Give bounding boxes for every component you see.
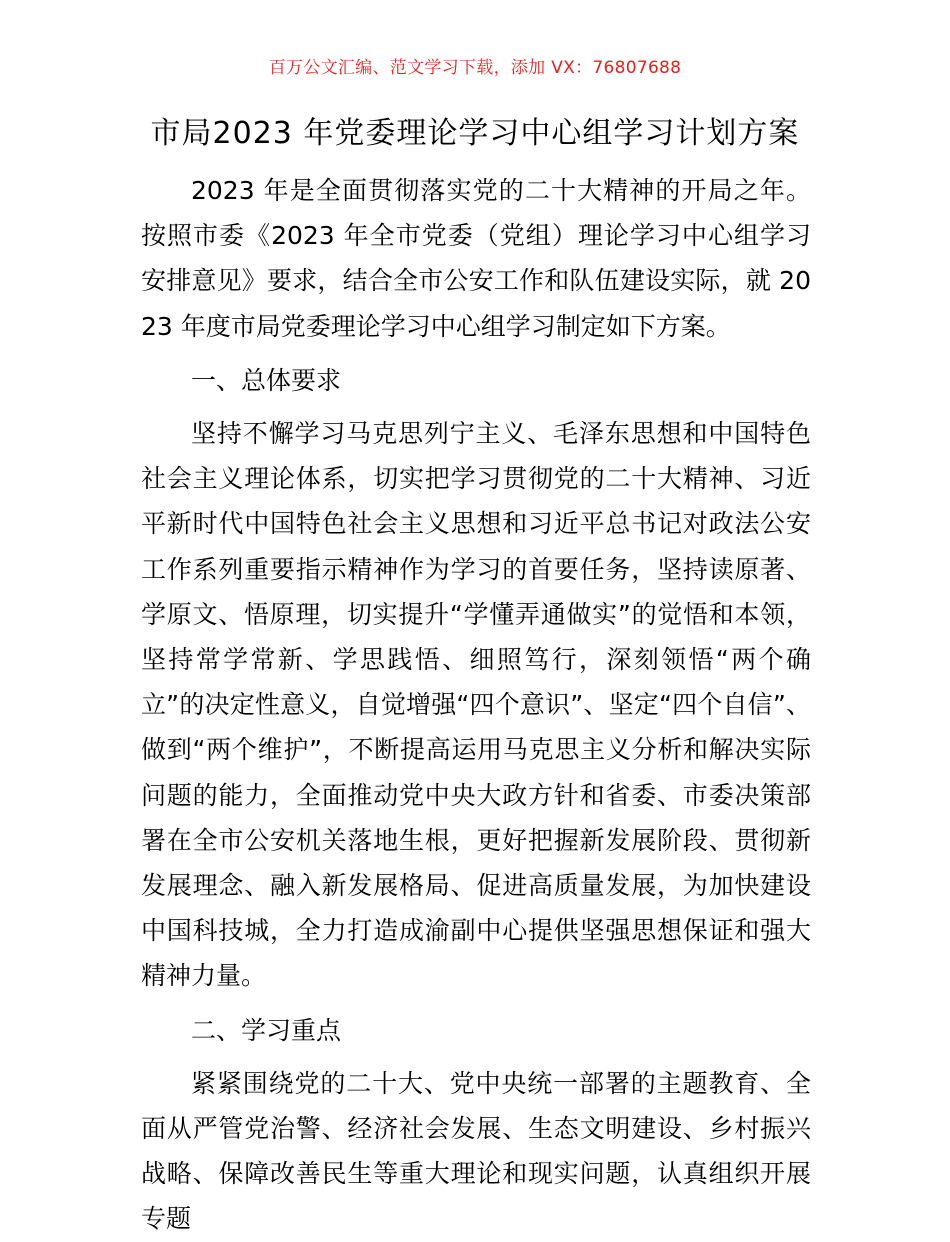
study-focus-paragraph: 紧紧围绕党的二十大、党中央统一部署的主题教育、全面从严管党治警、经济社会发展、生态文明建设、乡村振兴战略、保障改善民生等重大理论和现实问题，认真组织开展专题	[141, 1068, 811, 1234]
page-title: 市局2023 年党委理论学习中心组学习计划方案	[150, 116, 800, 151]
intro-paragraph: 2023 年是全面贯彻落实党的二十大精神的开局之年。按照市委《2023 年全市党委（党组）理论学习中心组学习安排意见》要求，结合全市公安工作和队伍建设实际，就 2023 年度市局党委理论学习中心组学习制定如下方案。	[141, 176, 811, 341]
general-requirements-paragraph: 坚持不懈学习马克思列宁主义、毛泽东思想和中国特色社会主义理论体系，切实把学习贯彻党的二十大精神、习近平新时代中国特色社会主义思想和习近平总书记对政法公安工作系列重要指示精神作为学习的首要任务，坚持读原著、学原文、悟原理，切实提升“学懂弄通做实”的觉悟和本领，坚持常学常新、学思践悟、细照笃行，深刻领悟“两个确立”的决定性意义，自觉增强“四个意识”、坚定“四个自信”、做到“两个维护”，不断提高运用马克思主义分析和解决实际问题的能力，全面推动党中央大政方针和省委、市委决策部署在全市公安机关落地生根，更好把握新发展阶段、贯彻新发展理念、融入新发展格局、促进高质量发展，为加快建设中国科技城，全力打造成渝副中心提供坚强思想保证和强大精神力量。	[141, 419, 811, 991]
header-watermark-note: 百万公文汇编、范文学习下载，添加 VX：76807688	[268, 58, 682, 78]
document-body	[141, 168, 811, 1242]
section-heading-general-requirements: 一、总体要求	[191, 365, 342, 395]
section-heading-study-focus: 二、学习重点	[191, 1015, 342, 1045]
